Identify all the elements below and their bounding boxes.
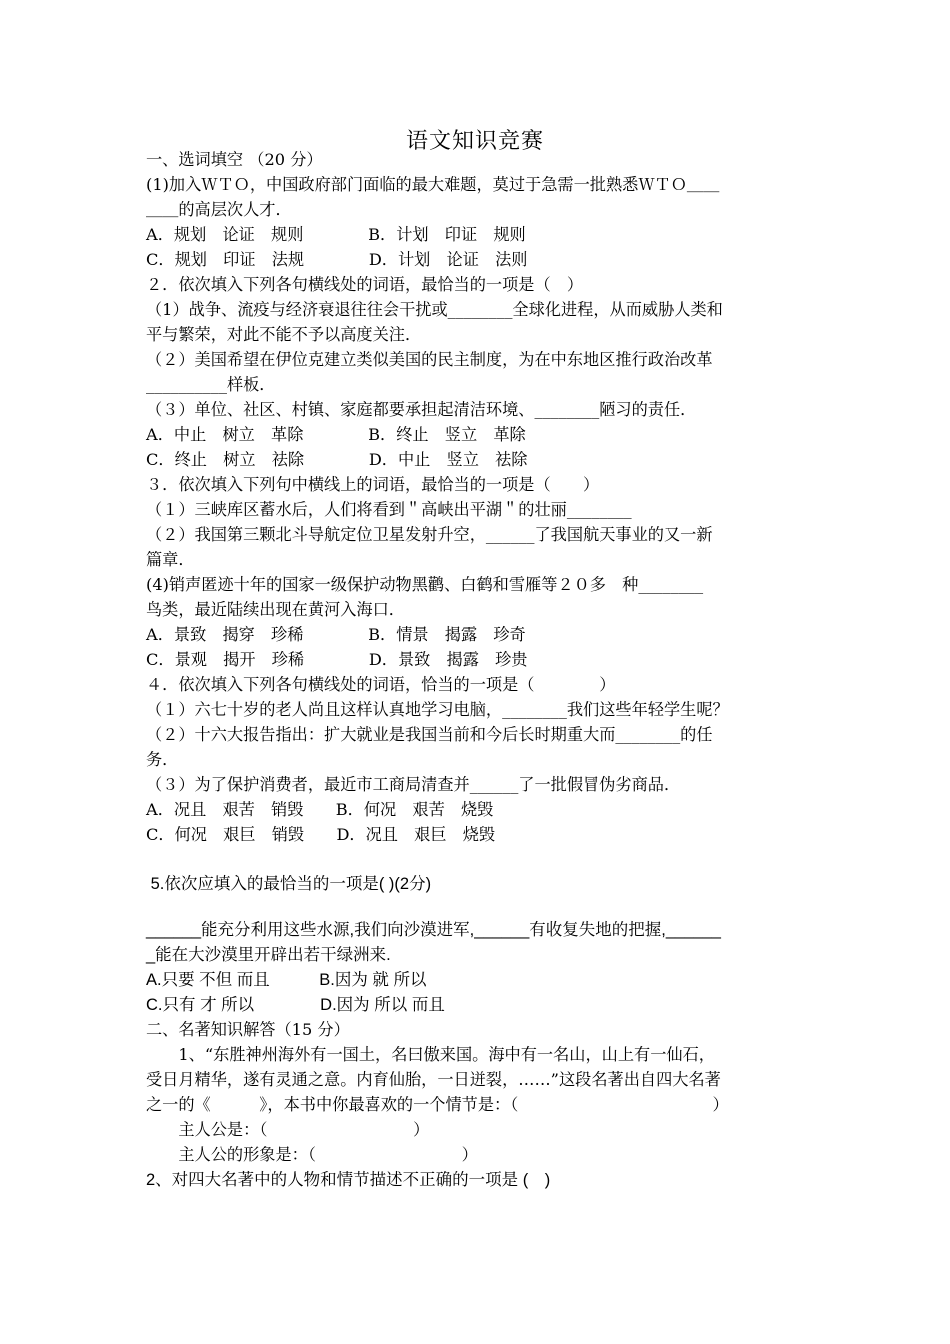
question-5-sentence-cont: _能在大沙漠里开辟出若干绿洲来. <box>146 946 391 964</box>
protagonist-prompt: 主人公是：（ ） <box>146 1120 430 1139</box>
question-3-sentence-2: （２）我国第三颗北斗导航定位卫星发射升空，______了我国航天事业的又一新 <box>146 525 713 544</box>
classics-question-1: 1、“东胜神州海外有一国土，名曰傲来国。海中有一名山，山上有一仙石， <box>146 1045 715 1064</box>
page-title: 语文知识竞赛 <box>405 129 544 154</box>
question-4-sentence-2: （２）十六大报告指出：扩大就业是我国当前和今后长时期重大而________的任 <box>146 725 713 744</box>
question-2-sentence-3: （３）单位、社区、村镇、家庭都要承担起清洁环境、________陋习的责任． <box>146 400 697 419</box>
question-2-options-ab: A．中止 树立 革除 B．终止 竖立 革除 <box>146 425 526 444</box>
question-5-options-ab: A.只要 不但 而且 B.因为 就 所以 <box>146 971 427 989</box>
question-3-sentence-1: （１）三峡库区蓄水后，人们将看到＂高峡出平湖＂的壮丽________ <box>146 500 632 519</box>
question-3-options-ab: A．景致 揭穿 珍稀 B．情景 揭露 珍奇 <box>146 625 526 644</box>
question-4-stem: ４．依次填入下列各句横线处的词语，恰当的一项是（ ） <box>146 675 616 694</box>
question-4-sentence-1: （１）六七十岁的老人尚且这样认真地学习电脑，________我们这些年轻学生呢？ <box>146 700 729 719</box>
question-2-sentence-1-cont: 平与繁荣，对此不能不予以高度关注． <box>146 325 422 344</box>
question-1-options-cd: C．规划 印证 法规 D．计划 论证 法则 <box>146 250 528 269</box>
question-3-options-cd: C．景观 揭开 珍稀 D．景致 揭露 珍贵 <box>146 650 528 669</box>
question-2-sentence-2-cont: __________样板． <box>146 375 276 394</box>
question-3-sentence-4-cont: 鸟类，最近陆续出现在黄河入海口． <box>146 600 405 619</box>
question-4-options-ab: A．况且 艰苦 销毁 B．何况 艰苦 烧毁 <box>146 800 494 819</box>
question-4-options-cd: C．何况 艰巨 销毁 D．况且 艰巨 烧毁 <box>146 825 496 844</box>
question-1-options-ab: A．规划 论证 规则 B．计划 印证 规则 <box>146 225 526 244</box>
classics-question-1-cont: 受日月精华，遂有灵通之意。内育仙胎，一日迸裂，……”这段名著出自四大名著 <box>146 1070 721 1089</box>
question-2-options-cd: C．终止 树立 祛除 D．中止 竖立 祛除 <box>146 450 528 469</box>
section-1-heading: 一、选词填空 （20 分） <box>146 150 323 169</box>
question-5-stem: 5.依次应填入的最恰当的一项是( )(2分) <box>146 875 432 893</box>
question-1-text-cont: ＿＿的高层次人才． <box>146 200 292 219</box>
question-3-stem: ３．依次填入下列句中横线上的词语，最恰当的一项是（ ） <box>146 475 600 494</box>
question-2-sentence-2: （２）美国希望在伊位克建立类似美国的民主制度，为在中东地区推行政治改革 <box>146 350 713 369</box>
question-5-options-cd: C.只有 才 所以 D.因为 所以 而且 <box>146 996 445 1014</box>
question-4-sentence-3: （３）为了保护消费者，最近市工商局清查并______了一批假冒伪劣商品． <box>146 775 681 794</box>
protagonist-image-prompt: 主人公的形象是：（ ） <box>146 1145 478 1164</box>
classics-question-2: 2、对四大名著中的人物和情节描述不正确的一项是 ( ) <box>146 1171 551 1189</box>
question-3-sentence-2-cont: 篇章． <box>146 550 195 569</box>
question-2-stem: ２．依次填入下列各句横线处的词语，最恰当的一项是（ ） <box>146 275 584 294</box>
question-5-sentence: ______能充分利用这些水源,我们向沙漠进军,______有收复失地的把握,______ <box>146 921 721 939</box>
section-2-heading: 二、名著知识解答（15 分） <box>146 1020 350 1039</box>
classics-question-1-cont-2: 之一的《 》，本书中你最喜欢的一个情节是：（ ） <box>146 1095 729 1114</box>
question-4-sentence-2-cont: 务． <box>146 750 179 769</box>
question-1-text: (1)加入ＷＴＯ，中国政府部门面临的最大难题，莫过于急需一批熟悉ＷＴＯ＿＿ <box>146 175 720 194</box>
question-2-sentence-1: （1）战争、流疫与经济衰退往往会干扰或________全球化进程，从而威胁人类和 <box>146 300 723 319</box>
question-3-sentence-4: (4)销声匿迹十年的国家一级保护动物黑鹳、白鹤和雪雁等２０多 种________ <box>146 575 704 594</box>
